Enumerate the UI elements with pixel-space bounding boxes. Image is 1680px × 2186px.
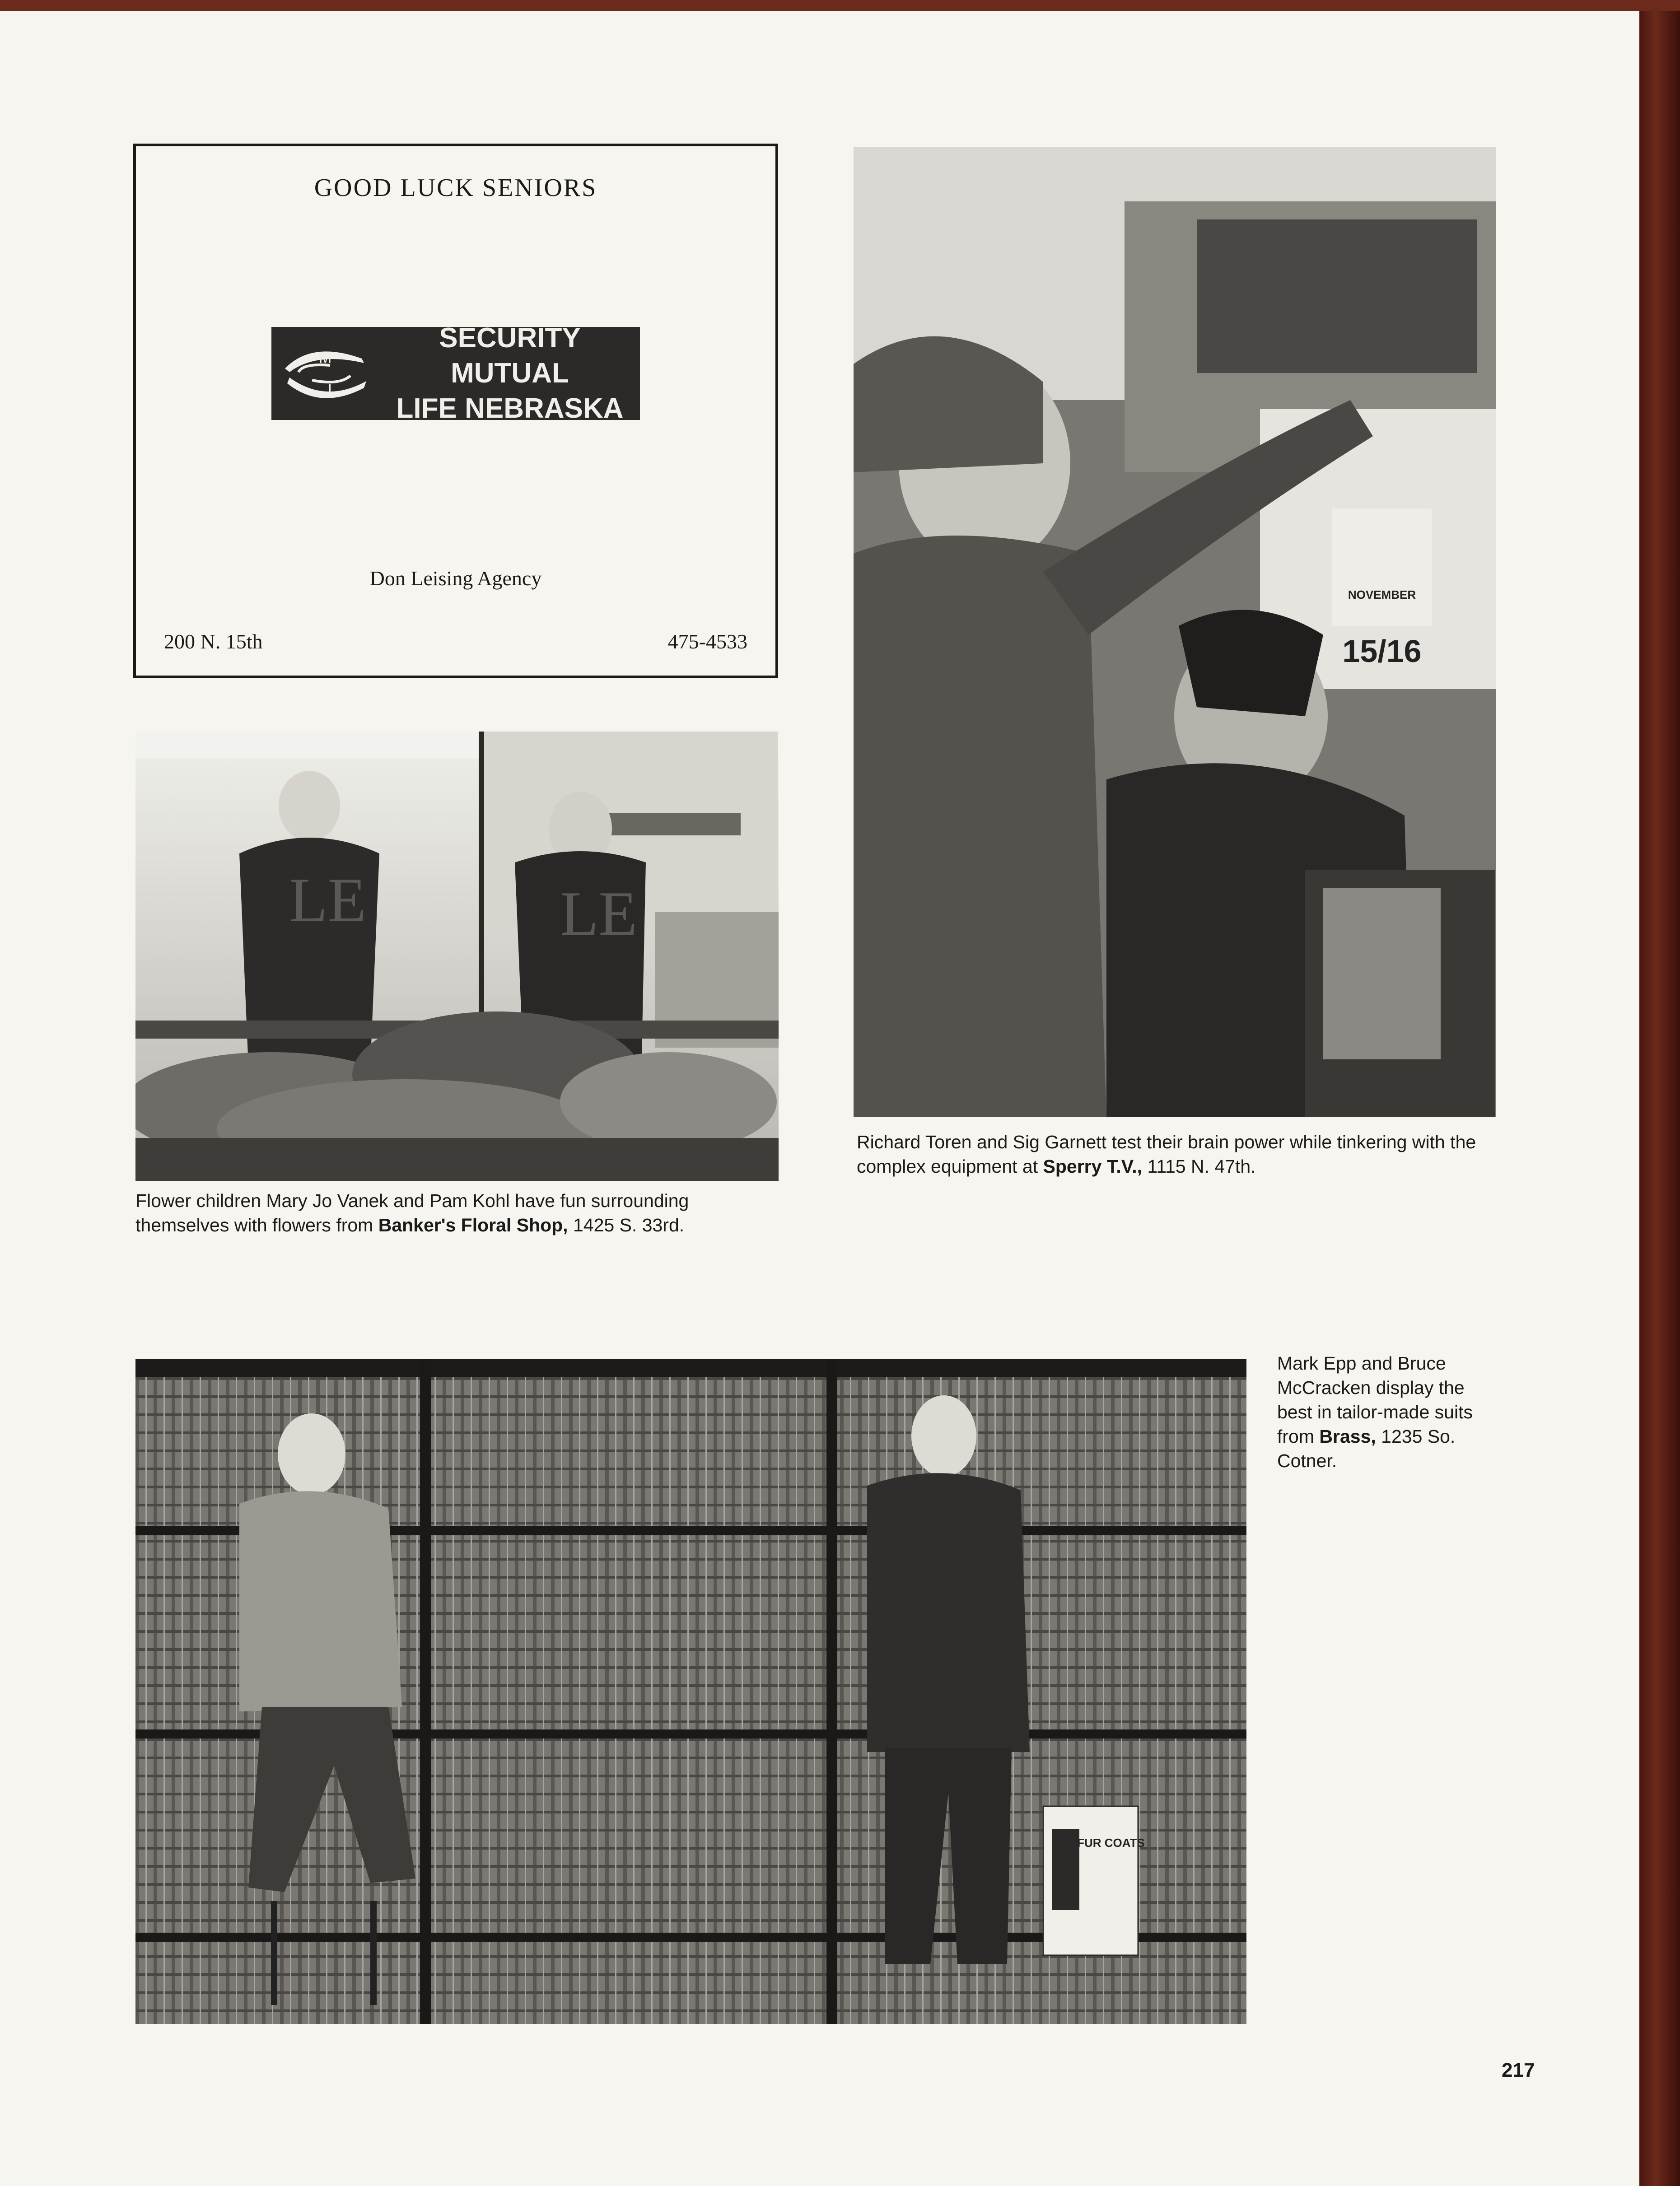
sperry-photo-image bbox=[854, 147, 1496, 1117]
logo-line-2: LIFE NEBRASKA bbox=[396, 393, 624, 424]
ad-agency: Don Leising Agency bbox=[369, 567, 542, 590]
sperry-caption bbox=[857, 1130, 1507, 1179]
book-edge-top bbox=[0, 0, 1680, 11]
book-edge-right bbox=[1639, 11, 1680, 2186]
ad-headline: GOOD LUCK SENIORS bbox=[314, 174, 597, 202]
brass-caption-text: Mark Epp and Bruce McCracken display the best in tailor-made suits from bbox=[1277, 1353, 1473, 1447]
ad-phone: 475-4533 bbox=[667, 630, 747, 653]
svg-text:LE: LE bbox=[560, 879, 638, 949]
floral-caption-address: 1425 S. 33rd. bbox=[568, 1215, 685, 1235]
fur-coats-sign: FUR COATS bbox=[1077, 1836, 1145, 1850]
security-mutual-logo bbox=[271, 322, 640, 424]
svg-text:M: M bbox=[319, 350, 332, 367]
brass-photo-image bbox=[135, 1359, 1246, 2024]
logo-line-1: SECURITY MUTUAL bbox=[439, 322, 581, 389]
floral-caption bbox=[135, 1189, 781, 1237]
sperry-tv-photo bbox=[854, 147, 1496, 1117]
brass-caption bbox=[1277, 1351, 1485, 1473]
floral-shop-photo bbox=[135, 732, 779, 1181]
sperry-caption-address: 1115 N. 47th. bbox=[1142, 1156, 1256, 1177]
logo-text bbox=[380, 321, 640, 426]
floral-caption-text: Flower children Mary Jo Vanek and Pam Kohl have fun surrounding themselves with flowers from bbox=[135, 1190, 689, 1235]
svg-text:LE: LE bbox=[289, 865, 367, 935]
security-mutual-ad bbox=[133, 144, 778, 678]
floral-business-name: Banker's Floral Shop, bbox=[378, 1215, 568, 1235]
floral-photo-image bbox=[135, 732, 779, 1181]
calendar-days: 15/16 bbox=[1342, 634, 1422, 669]
brass-business-name: Brass, bbox=[1319, 1426, 1376, 1447]
page-number: 217 bbox=[1502, 2059, 1535, 2081]
calendar-month: NOVEMBER bbox=[1348, 588, 1416, 601]
ad-address: 200 N. 15th bbox=[164, 630, 263, 653]
brass-caption-address: 1235 So. Cotner. bbox=[1277, 1426, 1456, 1471]
sml-logo-icon bbox=[271, 327, 380, 420]
sperry-caption-text: Richard Toren and Sig Garnett test their brain power while tinkering with the complex equipment at bbox=[857, 1132, 1476, 1177]
brass-window-photo bbox=[135, 1359, 1246, 2024]
svg-text:L: L bbox=[328, 381, 336, 398]
sperry-business-name: Sperry T.V., bbox=[1043, 1156, 1143, 1177]
